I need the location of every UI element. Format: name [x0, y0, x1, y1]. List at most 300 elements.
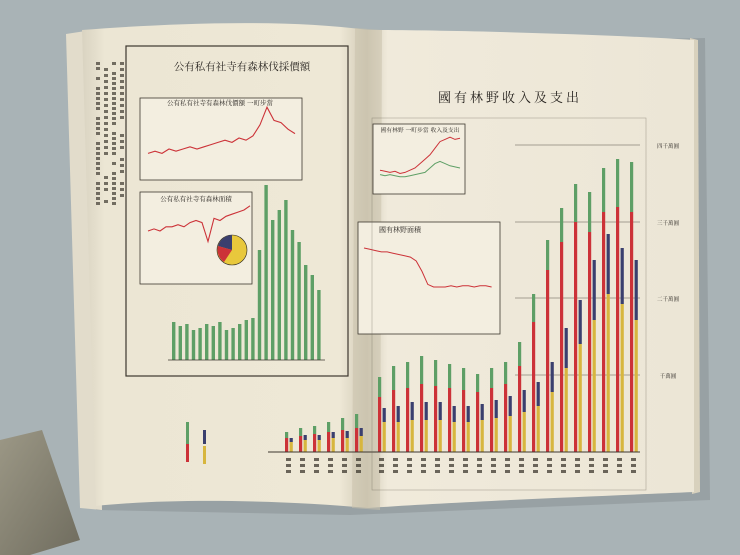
year-glyph: [407, 458, 412, 461]
year-glyph: [286, 458, 291, 461]
left-bar: [185, 324, 188, 360]
income-bar-green: [462, 368, 465, 390]
year-glyph: [561, 470, 566, 473]
text-glyph: [112, 142, 116, 145]
expense-bar-navy: [332, 432, 335, 438]
text-glyph: [120, 164, 124, 167]
year-glyph: [300, 470, 305, 473]
income-bar-green: [378, 377, 381, 397]
year-glyph: [328, 464, 333, 467]
text-glyph: [96, 107, 100, 110]
left-bar: [278, 210, 281, 360]
year-glyph: [631, 470, 636, 473]
income-bar-red: [560, 242, 563, 452]
year-glyph: [328, 470, 333, 473]
text-glyph: [96, 162, 100, 165]
income-bar-red: [299, 436, 302, 452]
expense-bar-navy: [523, 390, 526, 412]
income-bar-red: [630, 212, 633, 452]
text-glyph: [120, 74, 124, 77]
left-inset-top-title: 公有私有社寺有森林伐價額 一町步當: [166, 99, 274, 107]
text-glyph: [96, 142, 100, 145]
text-glyph: [96, 127, 100, 130]
axis-label: 二千萬圓: [656, 297, 680, 303]
year-glyph: [449, 458, 454, 461]
year-glyph: [533, 458, 538, 461]
year-glyph: [300, 464, 305, 467]
year-glyph: [379, 470, 384, 473]
income-bar-green: [546, 240, 549, 270]
income-bar-green: [616, 159, 619, 207]
expense-bar-navy: [607, 234, 610, 294]
income-bar-red: [355, 428, 358, 452]
expense-bar-yellow: [565, 368, 568, 452]
text-glyph: [112, 147, 116, 150]
right-inset-top-title: 國有林野 一町步當 收入及支出: [380, 128, 460, 134]
expense-bar-yellow: [411, 420, 414, 452]
year-glyph: [617, 464, 622, 467]
year-glyph: [421, 464, 426, 467]
year-glyph: [491, 464, 496, 467]
year-glyph: [603, 458, 608, 461]
income-bar-green: [630, 162, 633, 212]
text-glyph: [104, 140, 108, 143]
text-glyph: [96, 67, 100, 70]
year-glyph: [519, 458, 524, 461]
axis-label: 三千萬圓: [656, 221, 680, 227]
text-glyph: [120, 188, 124, 191]
text-glyph: [96, 122, 100, 125]
income-bar-green: [299, 428, 302, 436]
text-glyph: [112, 62, 116, 65]
income-bar-green: [392, 366, 395, 390]
income-bar-red: [392, 390, 395, 452]
expense-bar-yellow: [304, 440, 307, 452]
expense-bar-navy: [509, 396, 512, 416]
text-glyph: [120, 80, 124, 83]
left-bar: [225, 330, 228, 360]
year-glyph: [342, 470, 347, 473]
text-glyph: [96, 77, 100, 80]
axis-label: 千萬圓: [659, 374, 677, 380]
left-inset-top: [140, 98, 302, 180]
text-glyph: [96, 167, 100, 170]
text-glyph: [104, 110, 108, 113]
text-glyph: [120, 194, 124, 197]
text-glyph: [112, 112, 116, 115]
income-bar-red: [448, 388, 451, 452]
expense-bar-navy: [290, 438, 293, 442]
left-bar: [179, 326, 182, 360]
year-glyph: [435, 458, 440, 461]
text-glyph: [104, 92, 108, 95]
income-bar-green: [420, 356, 423, 384]
text-glyph: [96, 202, 100, 205]
text-glyph: [104, 128, 108, 131]
expense-bar-yellow: [397, 422, 400, 452]
year-glyph: [356, 470, 361, 473]
expense-bar-yellow: [360, 436, 363, 452]
right-inset-mid-title: 國有林野面積: [379, 226, 421, 234]
year-glyph: [561, 458, 566, 461]
text-glyph: [112, 72, 116, 75]
year-glyph: [505, 458, 510, 461]
year-glyph: [463, 458, 468, 461]
year-glyph: [393, 464, 398, 467]
year-glyph: [328, 458, 333, 461]
income-bar-red: [434, 386, 437, 452]
year-glyph: [617, 458, 622, 461]
text-glyph: [120, 140, 124, 143]
left-bar: [317, 290, 320, 360]
year-glyph: [435, 470, 440, 473]
text-glyph: [96, 92, 100, 95]
expense-bar-navy: [304, 435, 307, 440]
left-bar: [212, 326, 215, 360]
income-bar-red: [341, 430, 344, 452]
year-glyph: [407, 464, 412, 467]
income-bar-green: [518, 342, 521, 366]
year-glyph: [342, 458, 347, 461]
year-glyph: [603, 470, 608, 473]
text-glyph: [104, 182, 108, 185]
legend-red: [186, 444, 189, 462]
expense-bar-navy: [621, 248, 624, 304]
left-bar: [284, 200, 287, 360]
left-bar: [297, 242, 300, 360]
expense-bar-yellow: [318, 440, 321, 452]
income-bar-red: [616, 207, 619, 452]
year-glyph: [505, 470, 510, 473]
text-glyph: [112, 177, 116, 180]
year-glyph: [379, 464, 384, 467]
income-bar-red: [285, 438, 288, 452]
expense-bar-navy: [565, 328, 568, 368]
text-glyph: [96, 182, 100, 185]
text-glyph: [104, 68, 108, 71]
year-glyph: [589, 458, 594, 461]
year-glyph: [435, 464, 440, 467]
text-glyph: [96, 132, 100, 135]
left-bar: [311, 275, 314, 360]
text-glyph: [104, 74, 108, 77]
text-glyph: [112, 187, 116, 190]
text-glyph: [112, 107, 116, 110]
text-glyph: [96, 117, 100, 120]
expense-bar-yellow: [523, 412, 526, 452]
text-glyph: [96, 152, 100, 155]
income-bar-red: [420, 384, 423, 452]
year-glyph: [575, 458, 580, 461]
year-glyph: [477, 458, 482, 461]
text-glyph: [120, 116, 124, 119]
text-glyph: [112, 132, 116, 135]
legend-yellow: [203, 446, 206, 464]
year-glyph: [463, 464, 468, 467]
year-glyph: [533, 470, 538, 473]
expense-bar-navy: [467, 406, 470, 422]
left-bar: [218, 322, 221, 360]
right-inset-top: [373, 124, 465, 194]
text-glyph: [96, 97, 100, 100]
year-glyph: [533, 464, 538, 467]
expense-bar-navy: [411, 402, 414, 420]
year-glyph: [286, 470, 291, 473]
text-glyph: [96, 102, 100, 105]
text-glyph: [112, 152, 116, 155]
income-bar-green: [313, 426, 316, 434]
text-glyph: [112, 182, 116, 185]
left-bar: [264, 185, 267, 360]
income-bar-red: [546, 270, 549, 452]
year-glyph: [491, 458, 496, 461]
income-bar-green: [588, 192, 591, 232]
text-glyph: [120, 182, 124, 185]
income-bar-green: [355, 414, 358, 428]
income-bar-red: [574, 222, 577, 452]
left-inset-mid-title: 公有私有社寺有森林面積: [160, 195, 232, 203]
text-glyph: [120, 68, 124, 71]
year-glyph: [463, 470, 468, 473]
text-glyph: [104, 86, 108, 89]
expense-bar-navy: [551, 362, 554, 392]
year-glyph: [393, 470, 398, 473]
legend-navy: [203, 430, 206, 444]
text-glyph: [96, 197, 100, 200]
text-glyph: [112, 122, 116, 125]
year-glyph: [407, 470, 412, 473]
text-glyph: [96, 147, 100, 150]
expense-bar-navy: [453, 406, 456, 422]
expense-bar-navy: [397, 406, 400, 422]
text-glyph: [96, 157, 100, 160]
year-glyph: [575, 470, 580, 473]
text-glyph: [112, 82, 116, 85]
expense-bar-navy: [383, 408, 386, 422]
text-glyph: [104, 116, 108, 119]
text-glyph: [112, 87, 116, 90]
text-glyph: [120, 98, 124, 101]
year-glyph: [300, 458, 305, 461]
text-glyph: [112, 102, 116, 105]
text-glyph: [120, 146, 124, 149]
income-bar-green: [434, 360, 437, 386]
year-glyph: [421, 458, 426, 461]
expense-bar-yellow: [607, 294, 610, 452]
year-glyph: [393, 458, 398, 461]
year-glyph: [342, 464, 347, 467]
text-glyph: [120, 86, 124, 89]
expense-bar-yellow: [383, 422, 386, 452]
year-glyph: [477, 464, 482, 467]
left-bar: [205, 324, 208, 360]
expense-bar-yellow: [453, 422, 456, 452]
year-glyph: [314, 470, 319, 473]
income-bar-green: [560, 208, 563, 242]
expense-bar-yellow: [467, 422, 470, 452]
text-glyph: [112, 92, 116, 95]
income-bar-red: [504, 384, 507, 452]
expense-bar-yellow: [495, 418, 498, 452]
year-glyph: [547, 458, 552, 461]
left-bar: [192, 330, 195, 360]
expense-bar-yellow: [551, 392, 554, 452]
year-glyph: [589, 470, 594, 473]
expense-bar-navy: [318, 435, 321, 440]
text-glyph: [104, 80, 108, 83]
year-glyph: [314, 458, 319, 461]
expense-bar-navy: [495, 400, 498, 418]
text-glyph: [112, 162, 116, 165]
income-bar-red: [518, 366, 521, 452]
year-glyph: [519, 464, 524, 467]
expense-bar-yellow: [593, 320, 596, 452]
text-glyph: [96, 192, 100, 195]
income-bar-red: [327, 432, 330, 452]
expense-bar-navy: [439, 402, 442, 420]
text-glyph: [120, 110, 124, 113]
text-glyph: [104, 134, 108, 137]
expense-bar-navy: [537, 382, 540, 406]
income-bar-red: [490, 388, 493, 452]
left-bar: [238, 324, 241, 360]
text-glyph: [120, 134, 124, 137]
year-glyph: [575, 464, 580, 467]
income-bar-red: [476, 392, 479, 452]
income-bar-red: [378, 397, 381, 452]
text-glyph: [104, 176, 108, 179]
text-glyph: [112, 97, 116, 100]
expense-bar-navy: [579, 300, 582, 344]
text-glyph: [112, 77, 116, 80]
expense-bar-navy: [425, 402, 428, 420]
year-glyph: [379, 458, 384, 461]
right-inset-mid: [358, 222, 500, 334]
text-glyph: [112, 137, 116, 140]
year-glyph: [561, 464, 566, 467]
left-bar: [198, 328, 201, 360]
year-glyph: [519, 470, 524, 473]
year-glyph: [491, 470, 496, 473]
income-bar-red: [532, 322, 535, 452]
year-glyph: [505, 464, 510, 467]
axis-label: 四千萬圓: [656, 144, 680, 150]
expense-bar-navy: [346, 431, 349, 438]
expense-bar-yellow: [425, 420, 428, 452]
expense-bar-yellow: [537, 406, 540, 452]
text-glyph: [104, 104, 108, 107]
expense-bar-navy: [481, 404, 484, 420]
text-glyph: [112, 197, 116, 200]
year-glyph: [356, 464, 361, 467]
income-bar-red: [406, 388, 409, 452]
text-glyph: [120, 104, 124, 107]
expense-bar-yellow: [509, 416, 512, 452]
left-bar: [271, 220, 274, 360]
text-glyph: [112, 172, 116, 175]
text-glyph: [120, 62, 124, 65]
left-bar: [172, 322, 175, 360]
text-glyph: [112, 117, 116, 120]
income-bar-green: [327, 422, 330, 432]
text-glyph: [112, 192, 116, 195]
text-glyph: [104, 98, 108, 101]
income-bar-green: [476, 374, 479, 392]
right-page-title: 國有林野收入及支出: [437, 91, 583, 106]
year-glyph: [603, 464, 608, 467]
income-bar-green: [341, 418, 344, 430]
expense-bar-navy: [593, 260, 596, 320]
income-bar-red: [602, 212, 605, 452]
text-glyph: [120, 92, 124, 95]
year-glyph: [286, 464, 291, 467]
text-glyph: [96, 87, 100, 90]
year-glyph: [589, 464, 594, 467]
text-glyph: [104, 146, 108, 149]
left-bar: [245, 320, 248, 360]
text-glyph: [104, 200, 108, 203]
text-glyph: [104, 152, 108, 155]
expense-bar-yellow: [332, 438, 335, 452]
expense-bar-navy: [360, 428, 363, 436]
left-bar: [231, 328, 234, 360]
text-glyph: [104, 188, 108, 191]
year-glyph: [449, 464, 454, 467]
left-bar: [258, 250, 261, 360]
text-glyph: [120, 158, 124, 161]
income-bar-green: [490, 368, 493, 388]
expense-bar-yellow: [635, 320, 638, 452]
year-glyph: [421, 470, 426, 473]
year-glyph: [356, 458, 361, 461]
year-glyph: [547, 464, 552, 467]
income-bar-green: [448, 364, 451, 388]
expense-bar-yellow: [481, 420, 484, 452]
income-bar-red: [462, 390, 465, 452]
year-glyph: [314, 464, 319, 467]
income-bar-green: [285, 432, 288, 438]
text-glyph: [96, 187, 100, 190]
expense-bar-yellow: [621, 304, 624, 452]
left-page-title: 公有私有社寺有森林伐採價額: [173, 61, 311, 73]
expense-bar-yellow: [579, 344, 582, 452]
income-bar-green: [504, 362, 507, 384]
year-glyph: [547, 470, 552, 473]
left-bar: [251, 318, 254, 360]
text-glyph: [96, 62, 100, 65]
left-bar: [304, 265, 307, 360]
year-glyph: [477, 470, 482, 473]
left-bar: [291, 230, 294, 360]
year-glyph: [449, 470, 454, 473]
income-bar-green: [574, 184, 577, 222]
income-bar-green: [602, 168, 605, 212]
expense-bar-yellow: [439, 420, 442, 452]
income-bar-red: [313, 434, 316, 452]
year-glyph: [631, 458, 636, 461]
text-glyph: [96, 172, 100, 175]
expense-bar-yellow: [290, 442, 293, 452]
income-bar-red: [588, 232, 591, 452]
text-glyph: [120, 170, 124, 173]
text-glyph: [104, 122, 108, 125]
year-glyph: [631, 464, 636, 467]
text-glyph: [112, 202, 116, 205]
expense-bar-navy: [635, 260, 638, 320]
expense-bar-yellow: [346, 438, 349, 452]
income-bar-green: [532, 294, 535, 322]
year-glyph: [617, 470, 622, 473]
